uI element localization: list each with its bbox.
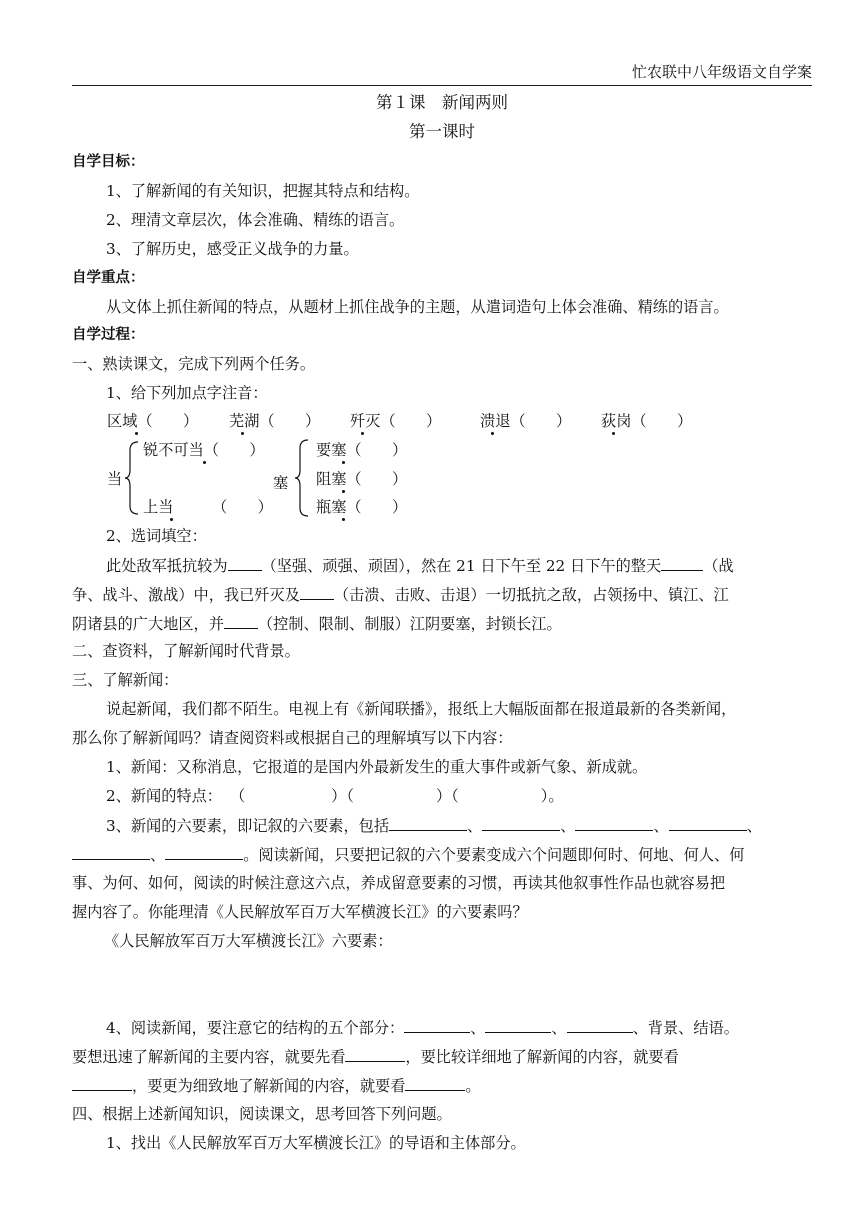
six-elements-prompt: 《人民解放军百万大军横渡长江》六要素： — [104, 932, 393, 950]
task3-item-1: 1、新闻：又称消息，它报道的是国内外最新发生的重大事件或新气象、新成就。 — [106, 758, 648, 776]
emphasis-dot — [342, 518, 345, 521]
header-rule — [72, 85, 812, 86]
fill-text: 争、战斗、激战）中，我已歼灭及 — [72, 586, 300, 604]
item-text: 4、阅读新闻，要注意它的结构的五个部分： — [106, 1019, 405, 1037]
task3-item-4-line-2 — [72, 1046, 812, 1067]
fill-text: 阴诸县的广大地区，并 — [72, 615, 224, 633]
pinyin-title: 1、给下列加点字注音： — [106, 384, 268, 402]
answer-blank[interactable] — [661, 555, 703, 571]
fill-line-3 — [72, 613, 812, 634]
focus-text: 从文体上抓住新闻的特点，从题材上抓住战争的主题，从遣词造句上体会准确、精练的语言。 — [106, 298, 729, 316]
item-text: 。阅读新闻，只要把记叙的六个要素变成六个问题即何时、何地、何人、何 — [243, 846, 745, 864]
answer-blank[interactable] — [72, 1075, 132, 1091]
pinyin-word-4: 溃退（ ） — [480, 412, 572, 430]
task3-item-3-line-3: 事、为何、如何，阅读的时候注意这六点，养成留意要素的习惯，再读其他叙事性作品也就容易把 — [72, 874, 726, 892]
task1-title: 一、熟读课文，完成下列两个任务。 — [72, 355, 315, 373]
paren: ） — [435, 787, 452, 805]
task4-title: 四、根据上述新闻知识，阅读课文，思考回答下列问题。 — [72, 1105, 452, 1123]
answer-blank[interactable] — [300, 584, 334, 600]
goals-heading: 自学目标： — [72, 154, 145, 170]
fill-text: 此处敌军抵抗较为 — [106, 557, 228, 575]
sai-item-2: 阻塞（ ） — [316, 470, 408, 488]
item-text: 3、新闻的六要素，即记叙的六要素，包括 — [106, 817, 390, 835]
answer-blank[interactable] — [404, 1017, 470, 1033]
item-text: 。 — [465, 1077, 481, 1095]
fill-text: （战 — [703, 557, 734, 575]
sai-item-1: 要塞（ ） — [316, 441, 408, 459]
answer-blank[interactable] — [575, 815, 653, 831]
task2-title: 二、查资料，了解新闻时代背景。 — [72, 642, 300, 660]
page-header: 忙农联中八年级语文自学案 — [631, 63, 812, 81]
task4-question-1: 1、找出《人民解放军百万大军横渡长江》的导语和主体部分。 — [106, 1134, 526, 1152]
answer-blank[interactable] — [228, 555, 262, 571]
paren: （ — [346, 787, 354, 805]
pinyin-word-5: 荻岗（ ） — [601, 412, 693, 430]
focus-heading: 自学重点： — [72, 270, 145, 286]
task3-item-3-line-4: 握内容了。你能理清《人民解放军百万大军横渡长江》的六要素吗？ — [72, 903, 528, 921]
item-text: ，要比较详细地了解新闻的内容，就要看 — [405, 1048, 679, 1066]
emphasis-dot — [612, 432, 615, 435]
pinyin-word-2: 芜湖（ ） — [229, 412, 321, 430]
dang-char: 当 — [107, 470, 123, 488]
emphasis-dot — [203, 461, 206, 464]
separator: 、 — [653, 817, 669, 835]
separator: 、 — [150, 846, 166, 864]
emphasis-dot — [241, 432, 244, 435]
paren: （ — [229, 787, 246, 805]
answer-blank[interactable] — [165, 844, 243, 860]
task3-intro-1: 说起新闻，我们都不陌生。电视上有《新闻联播》，报纸上大幅版面都在报道最新的各类新闻， — [106, 700, 737, 718]
answer-blank[interactable] — [485, 1017, 551, 1033]
answer-blank[interactable] — [669, 815, 747, 831]
goal-item-3: 3、了解历史，感受正义战争的力量。 — [106, 240, 359, 258]
separator: 、 — [560, 817, 576, 835]
emphasis-dot — [491, 432, 494, 435]
task3-title: 三、了解新闻： — [72, 671, 179, 689]
separator: 、 — [470, 1019, 486, 1037]
separator: 、 — [746, 817, 762, 835]
dang-item-2: 上当 — [143, 498, 174, 516]
fill-line-1 — [106, 555, 812, 576]
task3-item-2 — [106, 786, 812, 806]
answer-blank[interactable] — [345, 1046, 405, 1062]
sai-item-3: 瓶塞（ ） — [316, 498, 408, 516]
emphasis-dot — [342, 490, 345, 493]
item-text: 。 — [548, 787, 564, 805]
fill-line-2 — [72, 584, 812, 605]
emphasis-dot — [361, 432, 364, 435]
emphasis-dot — [170, 518, 173, 521]
dang-item-1: 锐不可当（ ） — [143, 441, 265, 459]
task3-item-4-line-3 — [72, 1075, 812, 1096]
task3-item-3-line-1 — [106, 815, 812, 836]
item-text: ，要更为细致地了解新闻的内容，就要看 — [132, 1077, 406, 1095]
task3-item-3-line-2 — [72, 844, 812, 865]
item-text: 2、新闻的特点： — [106, 787, 222, 805]
emphasis-dot — [135, 432, 138, 435]
answer-blank[interactable] — [224, 613, 258, 629]
task3-item-4-line-1 — [106, 1017, 812, 1038]
pinyin-word-3: 歼灭（ ） — [350, 412, 442, 430]
goal-item-2: 2、理清文章层次，体会准确、精练的语言。 — [106, 211, 405, 229]
answer-blank[interactable] — [567, 1017, 633, 1033]
answer-blank[interactable] — [405, 1075, 465, 1091]
sai-brace — [294, 438, 310, 518]
paren: （ — [451, 787, 459, 805]
item-text: 要想迅速了解新闻的主要内容，就要先看 — [72, 1048, 346, 1066]
separator: 、 — [551, 1019, 567, 1037]
fill-title: 2、选词填空： — [106, 527, 207, 545]
fill-text: （控制、限制、制服）江阴要塞，封锁长江。 — [257, 615, 562, 633]
dang-brace — [124, 440, 140, 516]
answer-blank[interactable] — [389, 815, 467, 831]
answer-blank[interactable] — [482, 815, 560, 831]
goal-item-1: 1、了解新闻的有关知识，把握其特点和结构。 — [106, 182, 420, 200]
emphasis-dot — [342, 461, 345, 464]
paren: ） — [331, 787, 347, 805]
pinyin-word-1: 区域（ ） — [107, 412, 199, 430]
period-title: 第一课时 — [409, 122, 475, 141]
process-heading: 自学过程： — [72, 327, 145, 343]
fill-text: （击溃、击败、击退）一切抵抗之敌，占领扬中、镇江、江 — [333, 586, 729, 604]
separator: 、 — [467, 817, 483, 835]
task3-intro-2: 那么你了解新闻吗？请查阅资料或根据自己的理解填写以下内容： — [72, 729, 513, 747]
sai-char: 塞 — [273, 474, 289, 492]
item-text: 、背景、结语。 — [632, 1019, 739, 1037]
lesson-title: 第１课 新闻两则 — [376, 93, 508, 112]
paren: ） — [540, 787, 549, 805]
answer-blank[interactable] — [72, 844, 150, 860]
fill-text: （坚强、顽强、顽固），然在 21 日下午至 22 日下午的整天 — [261, 557, 662, 575]
dang-paren: （ ） — [212, 498, 273, 516]
